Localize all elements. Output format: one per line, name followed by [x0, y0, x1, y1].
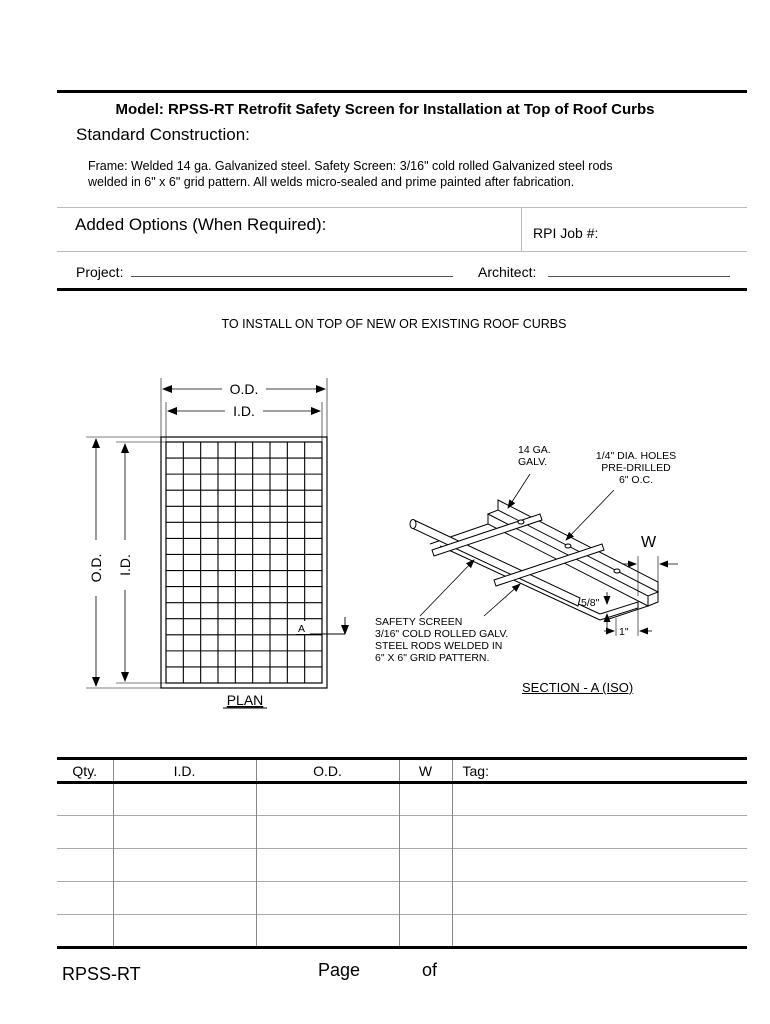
dim58-label: 5/8" — [581, 597, 600, 609]
header-bottom-rule — [57, 288, 747, 291]
table-cell[interactable] — [452, 816, 747, 849]
table-cell[interactable] — [452, 915, 747, 948]
holes-line-1: 1/4" DIA. HOLES — [595, 450, 677, 462]
table-row — [57, 882, 747, 915]
table-cell[interactable] — [399, 882, 452, 915]
table-row — [57, 849, 747, 882]
screen-note — [375, 616, 508, 664]
table-header-rule — [57, 781, 747, 784]
top-rule — [57, 90, 747, 93]
header-od: O.D. — [256, 760, 399, 783]
standard-construction-heading: Standard Construction: — [76, 125, 250, 144]
rpi-job-label: RPI Job #: — [533, 225, 599, 241]
holes-note — [578, 450, 694, 486]
screen-rods — [410, 514, 604, 606]
id-side-label: I.D. — [117, 554, 133, 576]
id-top-label: I.D. — [233, 403, 255, 419]
section-caption: SECTION - A (ISO) — [522, 680, 634, 695]
screen-leader-2 — [484, 584, 520, 616]
added-options-label: Added Options (When Required): — [75, 215, 327, 234]
plan-grid — [166, 442, 322, 683]
gauge-line-1: 14 GA. — [518, 444, 551, 456]
screen-line-1: SAFETY SCREEN — [375, 616, 463, 628]
table-cell[interactable] — [256, 915, 399, 948]
install-note: TO INSTALL ON TOP OF NEW OR EXISTING ROOF CURBS — [221, 317, 567, 331]
gauge-note — [518, 444, 551, 468]
w-label: W — [641, 534, 657, 551]
table-cell[interactable] — [256, 783, 399, 816]
holes-leader — [566, 490, 614, 540]
screen-leader-1 — [420, 560, 474, 616]
holes-line-3: 6" O.C. — [618, 474, 654, 486]
architect-field[interactable] — [548, 276, 730, 277]
table-cell[interactable] — [57, 882, 113, 915]
table-row — [57, 915, 747, 948]
table-bottom-rule — [57, 946, 747, 949]
construction-line-1: Frame: Welded 14 ga. Galvanized steel. Safety Screen: 3/16" cold rolled Galvanized steel rods — [88, 159, 613, 173]
table-cell[interactable] — [399, 816, 452, 849]
options-top-rule — [57, 207, 747, 208]
construction-line-2: welded in 6" x 6" grid pattern. All welds micro-sealed and prime painted after fabrication. — [88, 175, 575, 189]
table-cell[interactable] — [399, 849, 452, 882]
architect-label: Architect: — [478, 264, 537, 280]
table-cell[interactable] — [57, 915, 113, 948]
gauge-leader — [508, 474, 530, 508]
gauge-line-2: GALV. — [518, 456, 548, 468]
header-tag: Tag: — [462, 763, 489, 779]
footer-page: Page — [318, 960, 361, 980]
table-cell[interactable] — [113, 816, 256, 849]
table-cell[interactable] — [57, 816, 113, 849]
channel-frame — [430, 500, 658, 620]
model-title: Model: RPSS-RT Retrofit Safety Screen for Installation at Top of Roof Curbs — [115, 101, 655, 118]
options-bottom-rule — [57, 251, 747, 252]
table-cell[interactable] — [113, 849, 256, 882]
table-row — [57, 816, 747, 849]
plan-inner-frame — [166, 442, 322, 683]
screen-line-2: 3/16" COLD ROLLED GALV. — [375, 628, 509, 640]
table-row — [57, 783, 747, 816]
table-cell[interactable] — [452, 849, 747, 882]
plan-drawing — [0, 370, 380, 720]
table-cell[interactable] — [113, 783, 256, 816]
table-cell[interactable] — [256, 882, 399, 915]
table-cell[interactable] — [57, 849, 113, 882]
table-cell[interactable] — [113, 882, 256, 915]
table-cell[interactable] — [256, 849, 399, 882]
construction-description — [88, 158, 728, 190]
od-top-label: O.D. — [229, 381, 259, 397]
section-marker-label: A — [298, 623, 306, 635]
plan-caption: PLAN — [226, 692, 264, 708]
holes-line-2: PRE-DRILLED — [601, 462, 671, 474]
options-divider — [521, 207, 522, 252]
od-side-label: O.D. — [88, 553, 104, 583]
project-field[interactable] — [131, 276, 453, 277]
table-cell[interactable] — [452, 882, 747, 915]
header-w: W — [399, 760, 452, 783]
header-qty: Qty. — [57, 760, 113, 783]
table-cell[interactable] — [256, 816, 399, 849]
table-header-row — [57, 760, 747, 783]
header-id: I.D. — [113, 760, 256, 783]
footer-of: of — [422, 960, 438, 980]
dim1-label: 1" — [619, 626, 629, 638]
project-label: Project: — [76, 264, 124, 280]
order-table — [57, 760, 747, 947]
footer-model: RPSS-RT — [62, 964, 141, 984]
table-cell[interactable] — [452, 783, 747, 816]
table-cell[interactable] — [57, 783, 113, 816]
table-cell[interactable] — [399, 783, 452, 816]
screen-line-3: STEEL RODS WELDED IN — [375, 640, 503, 652]
table-cell[interactable] — [113, 915, 256, 948]
screen-line-4: 6" X 6" GRID PATTERN. — [375, 652, 490, 664]
table-cell[interactable] — [399, 915, 452, 948]
